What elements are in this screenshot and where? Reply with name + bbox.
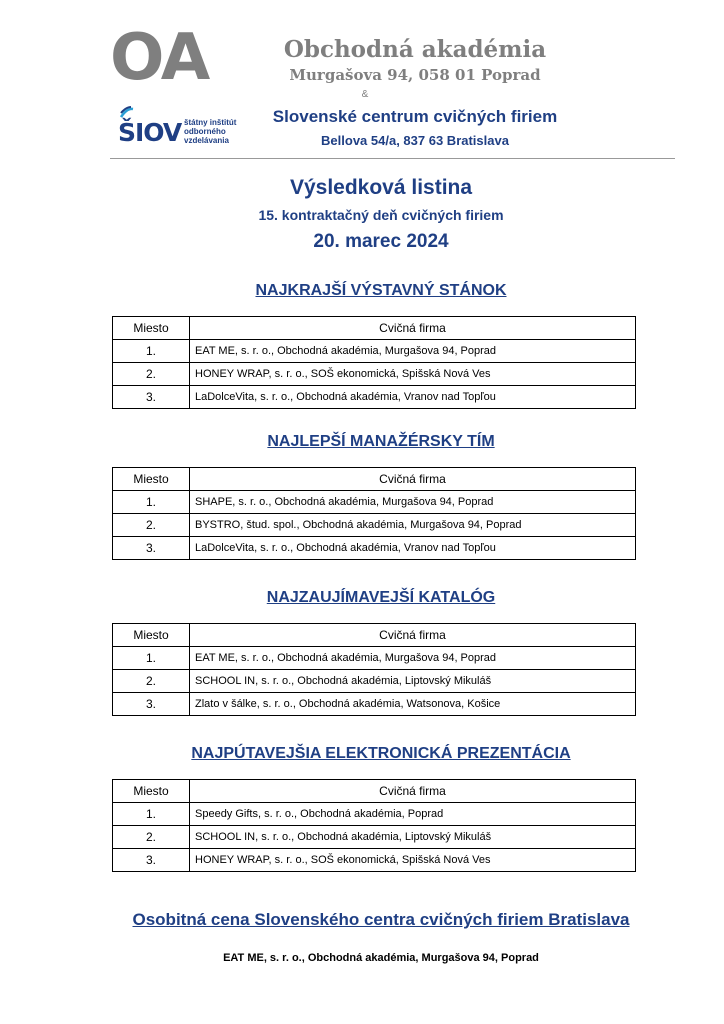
place-cell: 3. [113, 386, 190, 409]
firm-cell: EAT ME, s. r. o., Obchodná akadémia, Murgašova 94, Poprad [190, 340, 636, 363]
siov-subtitle-line: štátny inštitút [184, 118, 237, 127]
results-table [112, 316, 636, 409]
column-header-place: Miesto [113, 780, 190, 803]
section-heading: NAJPÚTAVEJŠIA ELEKTRONICKÁ PREZENTÁCIA [191, 745, 571, 762]
table-row [113, 491, 636, 514]
place-cell: 3. [113, 693, 190, 716]
results-table [112, 467, 636, 560]
table-row [113, 647, 636, 670]
firm-cell: EAT ME, s. r. o., Obchodná akadémia, Murgašova 94, Poprad [190, 647, 636, 670]
place-cell: 1. [113, 647, 190, 670]
column-header-firm: Cvičná firma [190, 624, 636, 647]
column-header-firm: Cvičná firma [190, 317, 636, 340]
document-title: Výsledková listina [289, 176, 473, 199]
firm-cell: LaDolceVita, s. r. o., Obchodná akadémia, Vranov nad Topľou [190, 386, 636, 409]
firm-cell: HONEY WRAP, s. r. o., SOŠ ekonomická, Spišská Nová Ves [190, 363, 636, 386]
table-row [113, 849, 636, 872]
ampersand: & [361, 89, 369, 100]
header-divider [110, 158, 675, 159]
siov-subtitle-line: odborného [184, 127, 226, 136]
place-cell: 2. [113, 514, 190, 537]
table-row [113, 670, 636, 693]
center-address: Bellova 54/a, 837 63 Bratislava [321, 133, 509, 148]
place-cell: 1. [113, 803, 190, 826]
table-row [113, 386, 636, 409]
table-row [113, 693, 636, 716]
column-header-place: Miesto [113, 624, 190, 647]
place-cell: 1. [113, 340, 190, 363]
firm-cell: LaDolceVita, s. r. o., Obchodná akadémia, Vranov nad Topľou [190, 537, 636, 560]
place-cell: 2. [113, 826, 190, 849]
table-row [113, 363, 636, 386]
firm-cell: SHAPE, s. r. o., Obchodná akadémia, Murgašova 94, Poprad [190, 491, 636, 514]
firm-cell: SCHOOL IN, s. r. o., Obchodná akadémia, Liptovský Mikuláš [190, 826, 636, 849]
section-heading: NAJZAUJÍMAVEJŠÍ KATALÓG [266, 589, 496, 606]
place-cell: 3. [113, 849, 190, 872]
table-row [113, 803, 636, 826]
siov-logo-text: ŠIOV [118, 118, 182, 147]
siov-subtitle-line: vzdelávania [184, 136, 229, 145]
place-cell: 2. [113, 670, 190, 693]
firm-cell: Speedy Gifts, s. r. o., Obchodná akadémia, Poprad [190, 803, 636, 826]
results-table [112, 779, 636, 872]
place-cell: 3. [113, 537, 190, 560]
special-award-heading: Osobitná cena Slovenského centra cvičných firiem Bratislava [132, 910, 630, 929]
column-header-firm: Cvičná firma [190, 468, 636, 491]
place-cell: 1. [113, 491, 190, 514]
table-header-row [113, 780, 636, 803]
results-table [112, 623, 636, 716]
firm-cell: Zlato v šálke, s. r. o., Obchodná akadémia, Watsonova, Košice [190, 693, 636, 716]
section-heading: NAJKRAJŠÍ VÝSTAVNÝ STÁNOK [255, 282, 507, 299]
table-row [113, 537, 636, 560]
special-award-winner: EAT ME, s. r. o., Obchodná akadémia, Murgašova 94, Poprad [223, 952, 539, 964]
firm-cell: BYSTRO, štud. spol., Obchodná akadémia, Murgašova 94, Poprad [190, 514, 636, 537]
column-header-place: Miesto [113, 317, 190, 340]
school-address: Murgašova 94, 058 01 Poprad [289, 66, 541, 84]
firm-cell: SCHOOL IN, s. r. o., Obchodná akadémia, Liptovský Mikuláš [190, 670, 636, 693]
firm-cell: HONEY WRAP, s. r. o., SOŠ ekonomická, Spišská Nová Ves [190, 849, 636, 872]
center-name: Slovenské centrum cvičných firiem [272, 107, 558, 126]
table-row [113, 826, 636, 849]
siov-logo [118, 106, 238, 152]
table-row [113, 514, 636, 537]
table-header-row [113, 468, 636, 491]
oa-logo: OA [110, 21, 209, 95]
column-header-firm: Cvičná firma [190, 780, 636, 803]
section-heading: NAJLEPŠÍ MANAŽÉRSKY TÍM [267, 433, 495, 450]
column-header-place: Miesto [113, 468, 190, 491]
table-header-row [113, 317, 636, 340]
document-subtitle: 15. kontraktačný deň cvičných firiem [258, 207, 504, 223]
table-header-row [113, 624, 636, 647]
school-name: Obchodná akadémia [283, 36, 547, 63]
place-cell: 2. [113, 363, 190, 386]
document-date: 20. marec 2024 [313, 231, 449, 252]
siov-subtitle [184, 118, 236, 145]
table-row [113, 340, 636, 363]
